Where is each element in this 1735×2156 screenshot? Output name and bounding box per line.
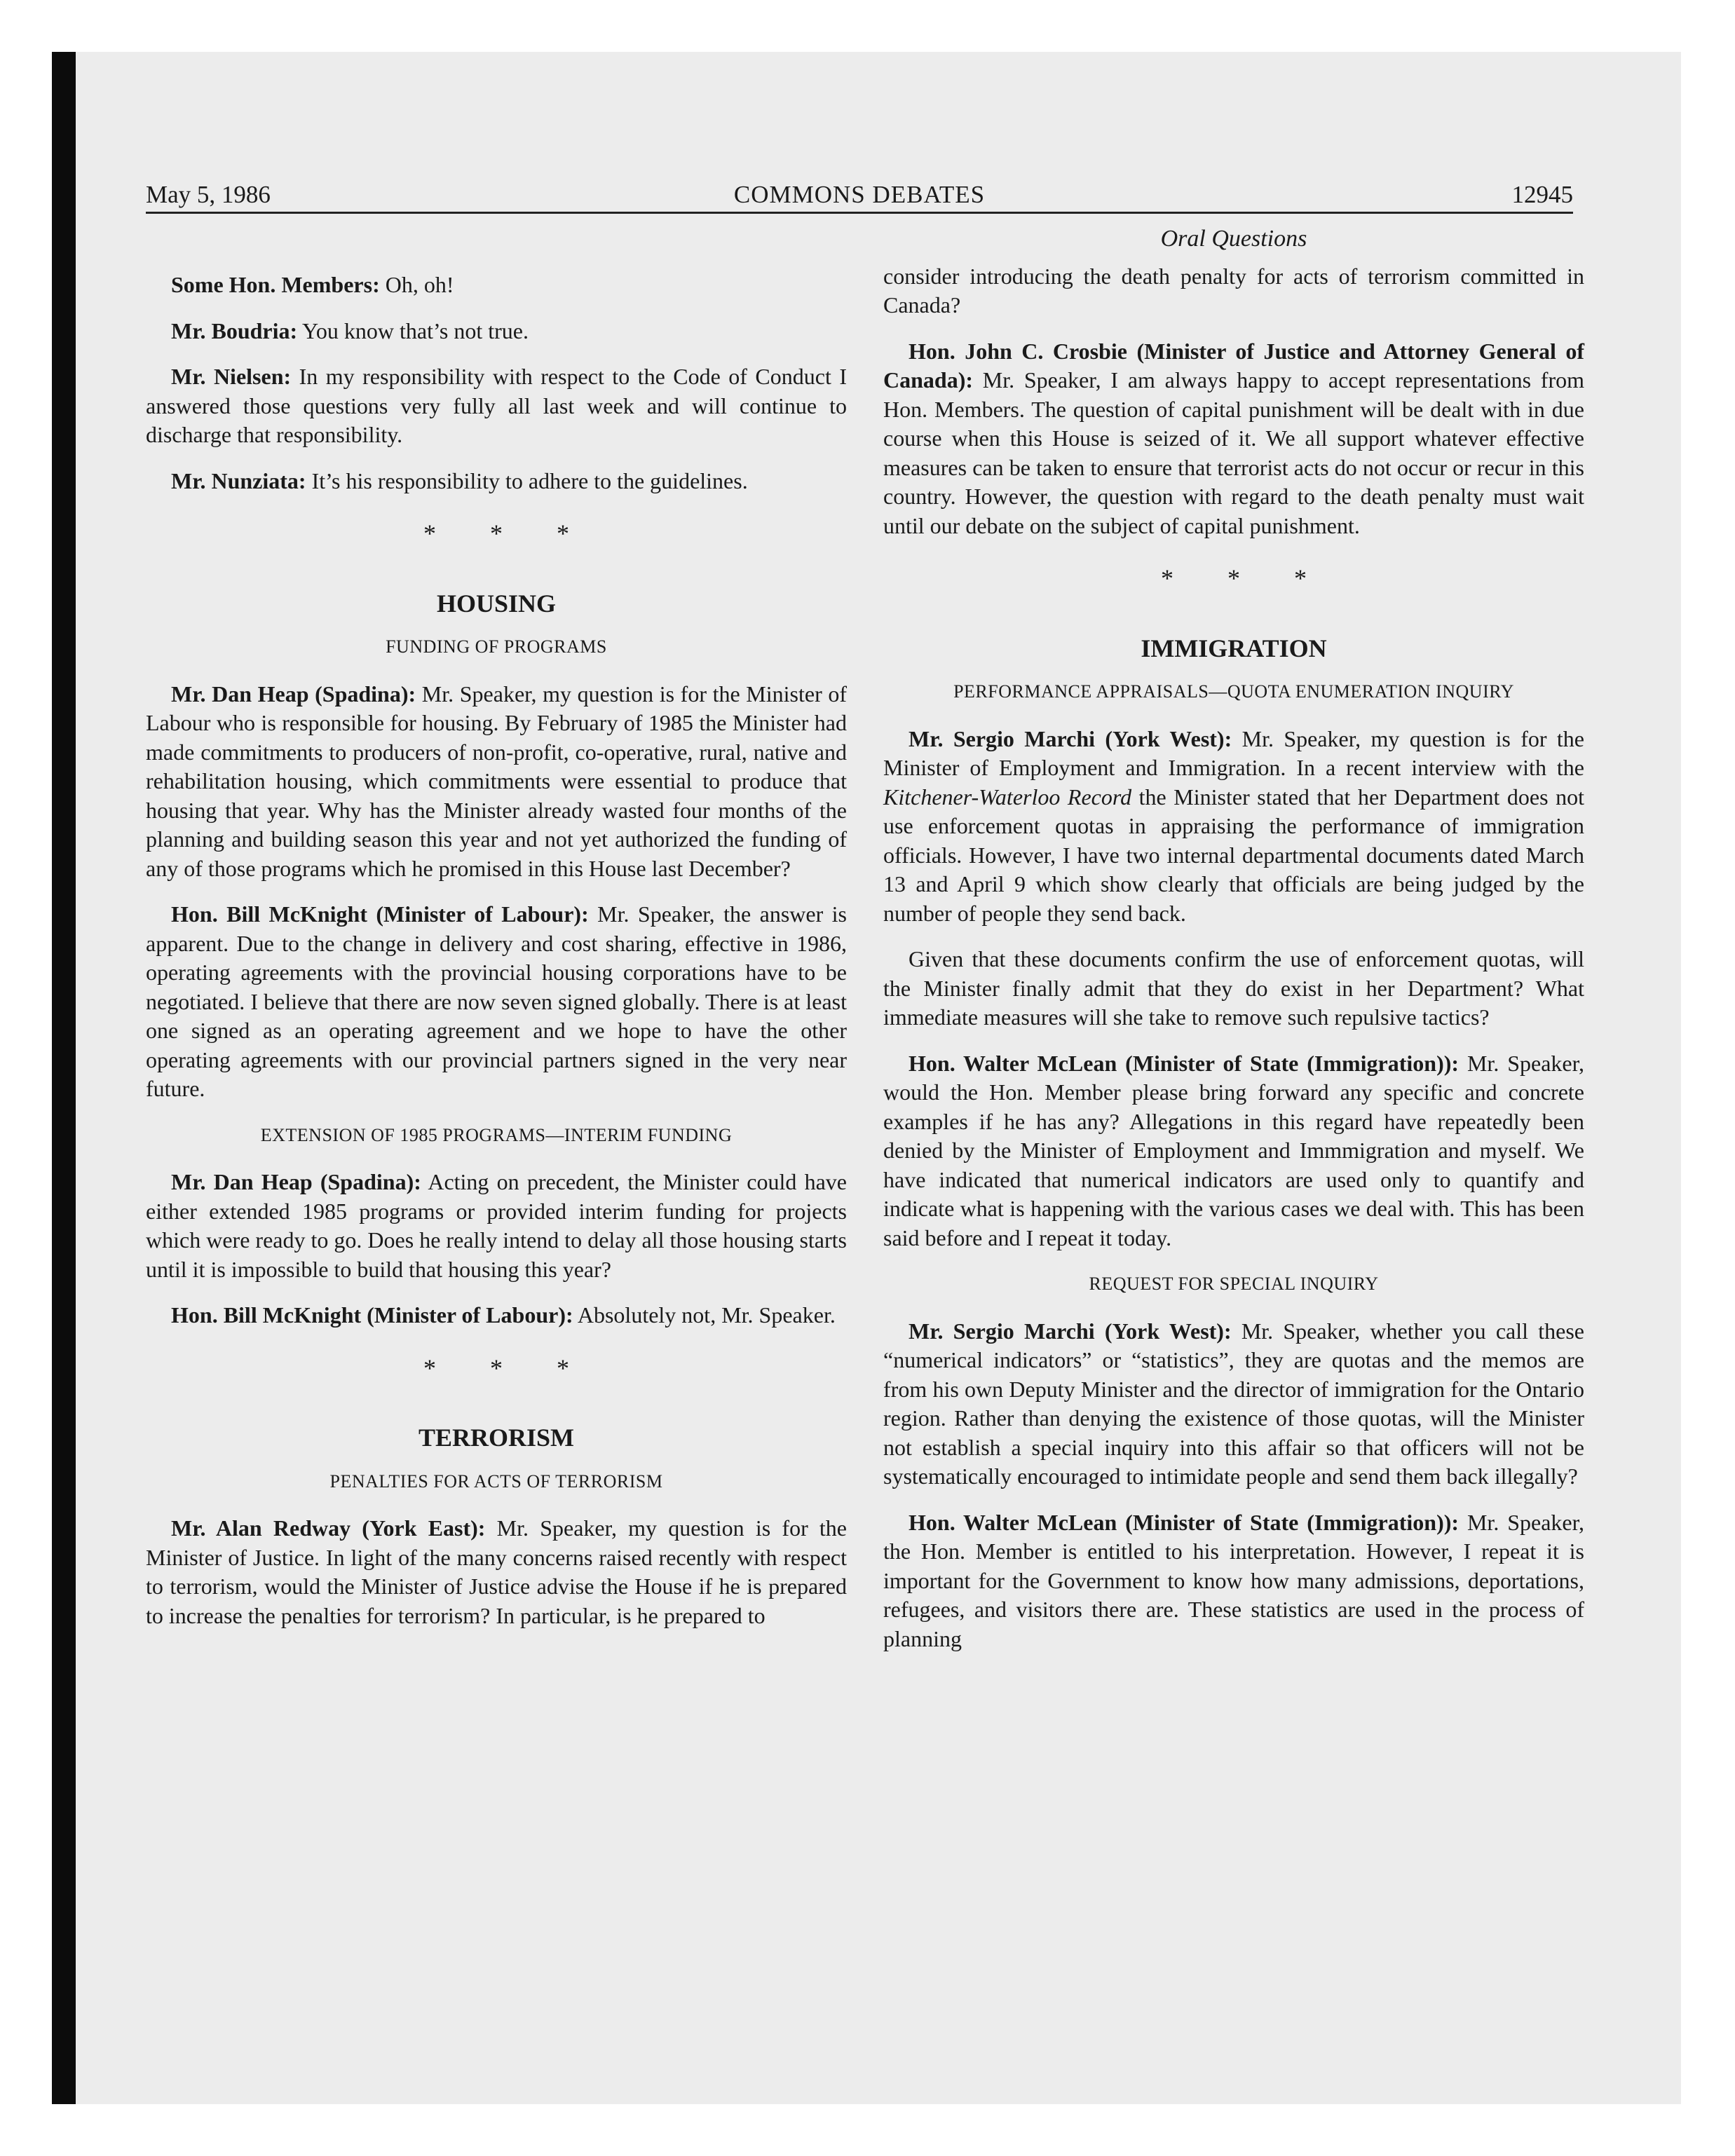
section-separator: * * * [423,1353,593,1382]
speaker-name: Hon. Walter McLean (Minister of State (Immigration)): [909,1509,1460,1535]
speech-text: consider introducing the death penalty for acts of terrorism committed in Canada? [883,263,1584,318]
right-column [883,224,1584,1670]
speaker-name: Mr. Dan Heap (Spadina): [171,681,416,707]
paragraph [146,362,847,450]
speech-text: Mr. Speaker, my question is for the Minister of Employment and Immigration. In a recent interview with the [883,725,1585,780]
speech-text: the Minister stated that her Department does not use enforcement quotas in appraising the performance of immigration officials. However, I have two internal departmental documents dated March 13 and April 9 which show clearly that officials are being judged by the number of people they send back. [883,784,1585,926]
section-separator: * * * [1161,564,1331,592]
publication-title: Kitchener-Waterloo Record [883,784,1132,810]
section-heading-immigration: IMMIGRATION [1141,634,1327,662]
document-page [146,0,1585,2156]
speech-text: Mr. Speaker, the Hon. Member is entitled to his interpretation. However, I repeat it is important for the Government to know how many admissions, deportations, refugees, and visitors there are. These statistics are used in the process of planning [883,1509,1585,1651]
speech-text: Mr. Speaker, whether you call these “numerical indicators” or “statistics”, they are quotas and the memos are from his own Deputy Minister and the director of immigration for the Ontario region. Rather than denying the existence of those quotas, will the Minister not establish a special inquiry into this affair so that officers will not be systematically encouraged to intimidate people and send them back illegally? [883,1318,1585,1489]
speaker-name: Hon. Walter McLean (Minister of State (Immigration)): [909,1050,1460,1076]
subheading: REQUEST FOR SPECIAL INQUIRY [1089,1274,1379,1294]
left-column [146,224,847,1647]
section-label: Oral Questions [1160,226,1307,252]
speech-text: Absolutely not, Mr. Speaker. [573,1302,836,1328]
speech-text: You know that’s not true. [297,318,529,343]
binding-shadow [52,52,76,2104]
paragraph [883,725,1584,929]
speech-text: It’s his responsibility to adhere to the guidelines. [306,468,748,493]
speech-text: Mr. Speaker, my question is for the Minister of Justice. In light of the many concerns raised recently with respect to terrorism, would the Minister of Justice advise the House if he is prepared to increase the penalties for terrorism? In particular, is he prepared to [146,1515,848,1628]
speaker-name: Hon. John C. Crosbie (Minister of Justice and Attorney General of Canada): [883,338,1584,393]
speech-text: Mr. Speaker, I am always happy to accept representations from Hon. Members. The question of capital punishment will be dealt with in due course when this House is seized of it. We all support whatever effective measures can be taken to ensure that terrorist acts do not occur or recur in this country. However, the question with regard to the death penalty must wait until our debate on the subject of capital punishment. [883,367,1584,538]
speech-text: Mr. Speaker, would the Hon. Member please bring forward any specific and concrete examples if he has any? Allegations in this regard have repeatedly been denied by the Minister of Employment and Immmigration and myself. We have indicated that numerical indicators are used only to quantify and indicate what is happening with the various cases we deal with. This has been said before and I repeat it today. [883,1050,1585,1250]
paragraph [883,945,1584,1032]
speaker-name: Some Hon. Members: [171,272,380,297]
running-header [146,175,1573,214]
paragraph [883,1508,1584,1654]
section-heading-housing: HOUSING [436,589,557,618]
speech-text: In my responsibility with respect to the Code of Conduct I answered those questions very fully all last week and will continue to discharge that responsibility. [146,364,848,447]
speaker-name: Hon. Bill McKnight (Minister of Labour): [171,1302,573,1328]
paragraph [883,262,1584,320]
speaker-name: Mr. Dan Heap (Spadina): [171,1169,421,1194]
speaker-name: Mr. Alan Redway (York East): [171,1515,486,1541]
paragraph [146,1514,847,1630]
speaker-name: Mr. Sergio Marchi (York West): [909,1318,1232,1344]
section-heading-terrorism: TERRORISM [418,1424,575,1452]
subheading: FUNDING OF PROGRAMS [386,636,607,657]
speaker-name: Mr. Nunziata: [171,468,306,493]
speaker-name: Mr. Boudria: [171,318,298,343]
paragraph [146,1301,847,1330]
paragraph [146,271,847,300]
paragraph [146,680,847,884]
speech-text: Acting on precedent, the Minister could have either extended 1985 programs or provided interim funding for projects which were ready to go. Does he really intend to delay all those housing starts until it is impossible to build that housing this year? [146,1169,848,1282]
speaker-name: Hon. Bill McKnight (Minister of Labour): [171,901,589,927]
section-separator: * * * [423,519,593,547]
paragraph [883,337,1584,541]
paragraph [146,1168,847,1284]
paragraph [883,1049,1584,1253]
speaker-name: Mr. Sergio Marchi (York West): [909,725,1232,751]
speaker-name: Mr. Nielsen: [171,364,292,389]
header-date: May 5, 1986 [146,181,271,208]
speech-text: Oh, oh! [379,272,454,297]
subheading: PERFORMANCE APPRAISALS—QUOTA ENUMERATION INQUIRY [953,681,1514,702]
header-page-number: 12945 [1511,181,1573,208]
paragraph [146,900,847,1104]
speech-text: Mr. Speaker, my question is for the Minister of Labour who is responsible for housing. By February of 1985 the Minister had made commitments to producers of non-profit, co-operative, rural, native and rehabilitation housing, which commitments were essential to produce that housing that year. Why has the Minister already wasted four months of the planning and building season this year and not yet authorized the funding of any of those programs which he promised in this House last December? [146,681,848,881]
paragraph [883,1317,1584,1492]
subheading: PENALTIES FOR ACTS OF TERRORISM [329,1471,663,1492]
paragraph [146,317,847,346]
subheading: EXTENSION OF 1985 PROGRAMS—INTERIM FUNDING [260,1124,733,1145]
speech-text: Given that these documents confirm the use of enforcement quotas, will the Minister finally admit that they do exist in her Department? What immediate measures will she take to remove such repulsive tactics? [883,946,1584,1030]
paragraph [146,467,847,496]
speech-text: Mr. Speaker, the answer is apparent. Due to the change in delivery and cost sharing, effective in 1986, operating agreements with the provincial housing corporations have to be negotiated. I believe that there are now seven signed globally. There is at least one signed as an operating agreement and we hope to have the other operating agreements with our provincial partners signed in the very near future. [146,901,847,1101]
header-title: COMMONS DEBATES [733,181,986,208]
